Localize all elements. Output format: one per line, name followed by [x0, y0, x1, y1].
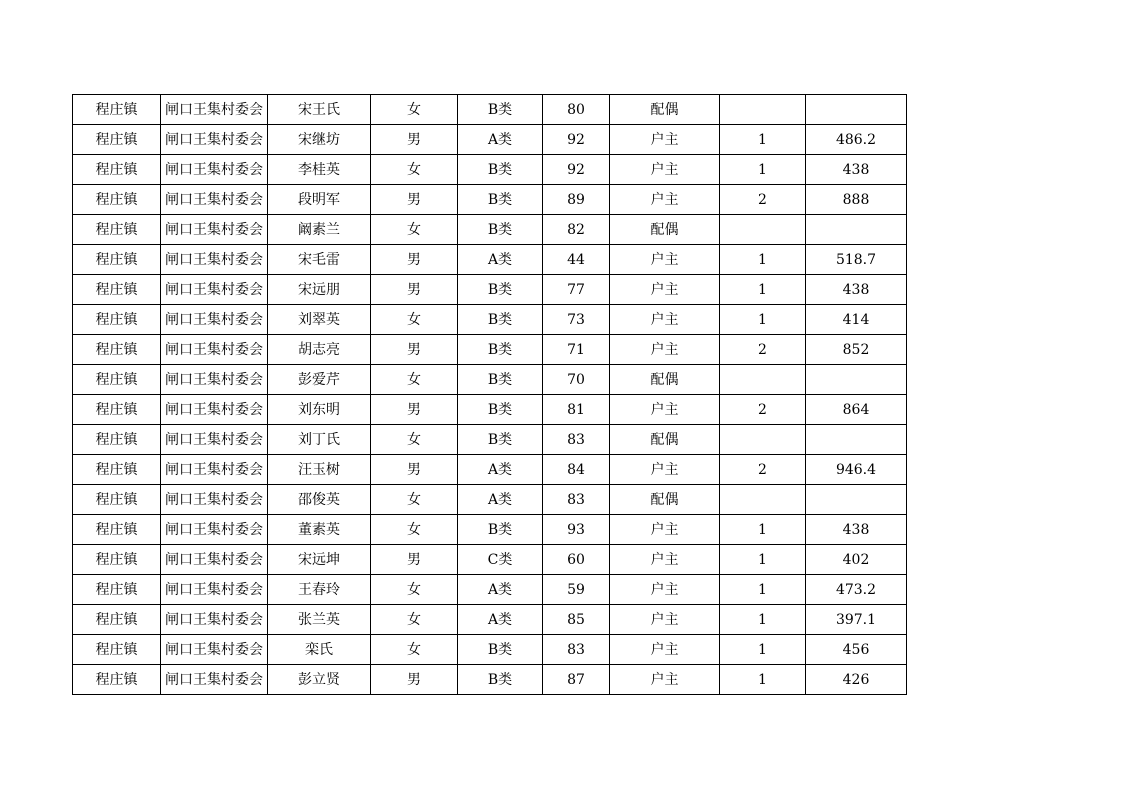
- cell-category: A类: [458, 125, 543, 155]
- cell-town: 程庄镇: [73, 545, 161, 575]
- cell-village-committee: 闸口王集村委会: [161, 335, 268, 365]
- cell-name: 王春玲: [268, 575, 371, 605]
- cell-household-count: 2: [720, 335, 806, 365]
- cell-amount: 456: [806, 635, 907, 665]
- cell-age: 81: [543, 395, 610, 425]
- cell-amount: 426: [806, 665, 907, 695]
- table-row: [73, 245, 907, 275]
- cell-age: 83: [543, 425, 610, 455]
- cell-age: 89: [543, 185, 610, 215]
- cell-category: B类: [458, 305, 543, 335]
- cell-relation: 配偶: [610, 485, 720, 515]
- cell-category: B类: [458, 395, 543, 425]
- cell-household-count: 2: [720, 395, 806, 425]
- cell-relation: 户主: [610, 575, 720, 605]
- cell-town: 程庄镇: [73, 395, 161, 425]
- cell-name: 栾氏: [268, 635, 371, 665]
- cell-town: 程庄镇: [73, 455, 161, 485]
- cell-household-count: 1: [720, 275, 806, 305]
- cell-sex: 女: [371, 95, 458, 125]
- cell-town: 程庄镇: [73, 605, 161, 635]
- cell-amount: [806, 485, 907, 515]
- cell-village-committee: 闸口王集村委会: [161, 95, 268, 125]
- cell-household-count: 1: [720, 245, 806, 275]
- cell-category: B类: [458, 215, 543, 245]
- table-row: [73, 125, 907, 155]
- cell-category: B类: [458, 635, 543, 665]
- cell-village-committee: 闸口王集村委会: [161, 425, 268, 455]
- cell-sex: 女: [371, 305, 458, 335]
- cell-amount: 864: [806, 395, 907, 425]
- table-row: [73, 335, 907, 365]
- cell-sex: 男: [371, 395, 458, 425]
- cell-category: A类: [458, 455, 543, 485]
- cell-town: 程庄镇: [73, 425, 161, 455]
- cell-sex: 男: [371, 335, 458, 365]
- cell-name: 宋毛雷: [268, 245, 371, 275]
- cell-town: 程庄镇: [73, 575, 161, 605]
- cell-amount: 402: [806, 545, 907, 575]
- cell-category: C类: [458, 545, 543, 575]
- cell-household-count: [720, 95, 806, 125]
- cell-relation: 配偶: [610, 215, 720, 245]
- cell-town: 程庄镇: [73, 245, 161, 275]
- cell-sex: 男: [371, 275, 458, 305]
- cell-town: 程庄镇: [73, 305, 161, 335]
- cell-household-count: 2: [720, 185, 806, 215]
- cell-household-count: 1: [720, 665, 806, 695]
- cell-name: 邵俊英: [268, 485, 371, 515]
- cell-sex: 男: [371, 125, 458, 155]
- cell-age: 87: [543, 665, 610, 695]
- table-row: [73, 605, 907, 635]
- cell-amount: 438: [806, 275, 907, 305]
- cell-sex: 男: [371, 545, 458, 575]
- table-row: [73, 305, 907, 335]
- data-table: [72, 94, 907, 695]
- cell-category: B类: [458, 95, 543, 125]
- cell-category: A类: [458, 245, 543, 275]
- cell-village-committee: 闸口王集村委会: [161, 545, 268, 575]
- cell-age: 84: [543, 455, 610, 485]
- cell-name: 宋远朋: [268, 275, 371, 305]
- cell-sex: 女: [371, 575, 458, 605]
- cell-town: 程庄镇: [73, 485, 161, 515]
- cell-name: 董素英: [268, 515, 371, 545]
- cell-name: 宋继坊: [268, 125, 371, 155]
- cell-relation: 户主: [610, 665, 720, 695]
- cell-category: B类: [458, 365, 543, 395]
- cell-relation: 户主: [610, 395, 720, 425]
- cell-name: 李桂英: [268, 155, 371, 185]
- table-row: [73, 635, 907, 665]
- cell-age: 44: [543, 245, 610, 275]
- cell-amount: 946.4: [806, 455, 907, 485]
- cell-name: 刘翠英: [268, 305, 371, 335]
- cell-village-committee: 闸口王集村委会: [161, 665, 268, 695]
- cell-sex: 女: [371, 425, 458, 455]
- cell-name: 段明军: [268, 185, 371, 215]
- cell-relation: 户主: [610, 185, 720, 215]
- cell-name: 张兰英: [268, 605, 371, 635]
- cell-relation: 户主: [610, 275, 720, 305]
- cell-amount: 486.2: [806, 125, 907, 155]
- table-row: [73, 485, 907, 515]
- cell-age: 92: [543, 125, 610, 155]
- cell-village-committee: 闸口王集村委会: [161, 605, 268, 635]
- table-row: [73, 215, 907, 245]
- cell-name: 胡志亮: [268, 335, 371, 365]
- cell-household-count: 1: [720, 155, 806, 185]
- cell-village-committee: 闸口王集村委会: [161, 245, 268, 275]
- cell-age: 83: [543, 635, 610, 665]
- cell-category: B类: [458, 335, 543, 365]
- cell-relation: 配偶: [610, 95, 720, 125]
- cell-village-committee: 闸口王集村委会: [161, 275, 268, 305]
- cell-household-count: 1: [720, 605, 806, 635]
- cell-sex: 女: [371, 215, 458, 245]
- cell-amount: [806, 95, 907, 125]
- cell-sex: 女: [371, 155, 458, 185]
- cell-name: 宋王氏: [268, 95, 371, 125]
- cell-age: 71: [543, 335, 610, 365]
- cell-name: 彭爱芹: [268, 365, 371, 395]
- cell-category: A类: [458, 575, 543, 605]
- cell-category: B类: [458, 665, 543, 695]
- cell-village-committee: 闸口王集村委会: [161, 155, 268, 185]
- cell-town: 程庄镇: [73, 125, 161, 155]
- table-row: [73, 575, 907, 605]
- cell-village-committee: 闸口王集村委会: [161, 635, 268, 665]
- cell-age: 70: [543, 365, 610, 395]
- cell-amount: [806, 215, 907, 245]
- cell-category: B类: [458, 515, 543, 545]
- cell-household-count: 1: [720, 305, 806, 335]
- cell-age: 93: [543, 515, 610, 545]
- cell-category: A类: [458, 605, 543, 635]
- cell-village-committee: 闸口王集村委会: [161, 575, 268, 605]
- cell-relation: 户主: [610, 605, 720, 635]
- table-row: [73, 275, 907, 305]
- cell-amount: 397.1: [806, 605, 907, 635]
- cell-household-count: 1: [720, 125, 806, 155]
- cell-relation: 配偶: [610, 425, 720, 455]
- cell-household-count: [720, 425, 806, 455]
- cell-category: B类: [458, 275, 543, 305]
- cell-amount: 414: [806, 305, 907, 335]
- cell-amount: 888: [806, 185, 907, 215]
- cell-relation: 户主: [610, 515, 720, 545]
- cell-relation: 户主: [610, 335, 720, 365]
- cell-town: 程庄镇: [73, 155, 161, 185]
- cell-town: 程庄镇: [73, 365, 161, 395]
- cell-village-committee: 闸口王集村委会: [161, 125, 268, 155]
- cell-relation: 户主: [610, 455, 720, 485]
- cell-sex: 女: [371, 515, 458, 545]
- table-row: [73, 185, 907, 215]
- cell-age: 82: [543, 215, 610, 245]
- cell-sex: 女: [371, 365, 458, 395]
- cell-household-count: [720, 485, 806, 515]
- cell-category: B类: [458, 185, 543, 215]
- cell-town: 程庄镇: [73, 335, 161, 365]
- cell-town: 程庄镇: [73, 665, 161, 695]
- cell-name: 刘东明: [268, 395, 371, 425]
- cell-sex: 女: [371, 485, 458, 515]
- cell-village-committee: 闸口王集村委会: [161, 515, 268, 545]
- cell-household-count: 1: [720, 515, 806, 545]
- cell-relation: 户主: [610, 125, 720, 155]
- table-row: [73, 395, 907, 425]
- cell-age: 60: [543, 545, 610, 575]
- cell-sex: 女: [371, 605, 458, 635]
- cell-town: 程庄镇: [73, 95, 161, 125]
- cell-name: 刘丁氏: [268, 425, 371, 455]
- cell-relation: 户主: [610, 305, 720, 335]
- cell-amount: [806, 365, 907, 395]
- cell-age: 92: [543, 155, 610, 185]
- cell-amount: 852: [806, 335, 907, 365]
- cell-town: 程庄镇: [73, 515, 161, 545]
- cell-name: 宋远坤: [268, 545, 371, 575]
- cell-village-committee: 闸口王集村委会: [161, 365, 268, 395]
- cell-age: 59: [543, 575, 610, 605]
- cell-age: 80: [543, 95, 610, 125]
- cell-amount: 518.7: [806, 245, 907, 275]
- cell-sex: 女: [371, 635, 458, 665]
- table-row: [73, 545, 907, 575]
- cell-relation: 户主: [610, 635, 720, 665]
- cell-household-count: 1: [720, 545, 806, 575]
- cell-town: 程庄镇: [73, 635, 161, 665]
- cell-household-count: 2: [720, 455, 806, 485]
- cell-sex: 男: [371, 455, 458, 485]
- table-row: [73, 95, 907, 125]
- cell-relation: 户主: [610, 155, 720, 185]
- table-row: [73, 515, 907, 545]
- cell-name: 阚素兰: [268, 215, 371, 245]
- table-row: [73, 455, 907, 485]
- table-body: [73, 95, 907, 695]
- cell-household-count: [720, 365, 806, 395]
- cell-sex: 男: [371, 245, 458, 275]
- cell-relation: 配偶: [610, 365, 720, 395]
- cell-town: 程庄镇: [73, 275, 161, 305]
- cell-amount: [806, 425, 907, 455]
- cell-category: A类: [458, 485, 543, 515]
- cell-sex: 男: [371, 665, 458, 695]
- cell-age: 77: [543, 275, 610, 305]
- cell-sex: 男: [371, 185, 458, 215]
- cell-age: 85: [543, 605, 610, 635]
- cell-amount: 473.2: [806, 575, 907, 605]
- table-row: [73, 425, 907, 455]
- cell-village-committee: 闸口王集村委会: [161, 215, 268, 245]
- cell-town: 程庄镇: [73, 185, 161, 215]
- cell-relation: 户主: [610, 245, 720, 275]
- cell-household-count: 1: [720, 575, 806, 605]
- cell-age: 83: [543, 485, 610, 515]
- cell-town: 程庄镇: [73, 215, 161, 245]
- table-row: [73, 365, 907, 395]
- table-row: [73, 155, 907, 185]
- cell-name: 汪玉树: [268, 455, 371, 485]
- cell-village-committee: 闸口王集村委会: [161, 185, 268, 215]
- cell-village-committee: 闸口王集村委会: [161, 305, 268, 335]
- cell-relation: 户主: [610, 545, 720, 575]
- cell-amount: 438: [806, 515, 907, 545]
- cell-amount: 438: [806, 155, 907, 185]
- cell-household-count: 1: [720, 635, 806, 665]
- cell-household-count: [720, 215, 806, 245]
- cell-category: B类: [458, 425, 543, 455]
- cell-category: B类: [458, 155, 543, 185]
- cell-village-committee: 闸口王集村委会: [161, 455, 268, 485]
- table-row: [73, 665, 907, 695]
- cell-village-committee: 闸口王集村委会: [161, 395, 268, 425]
- cell-age: 73: [543, 305, 610, 335]
- cell-village-committee: 闸口王集村委会: [161, 485, 268, 515]
- cell-name: 彭立贤: [268, 665, 371, 695]
